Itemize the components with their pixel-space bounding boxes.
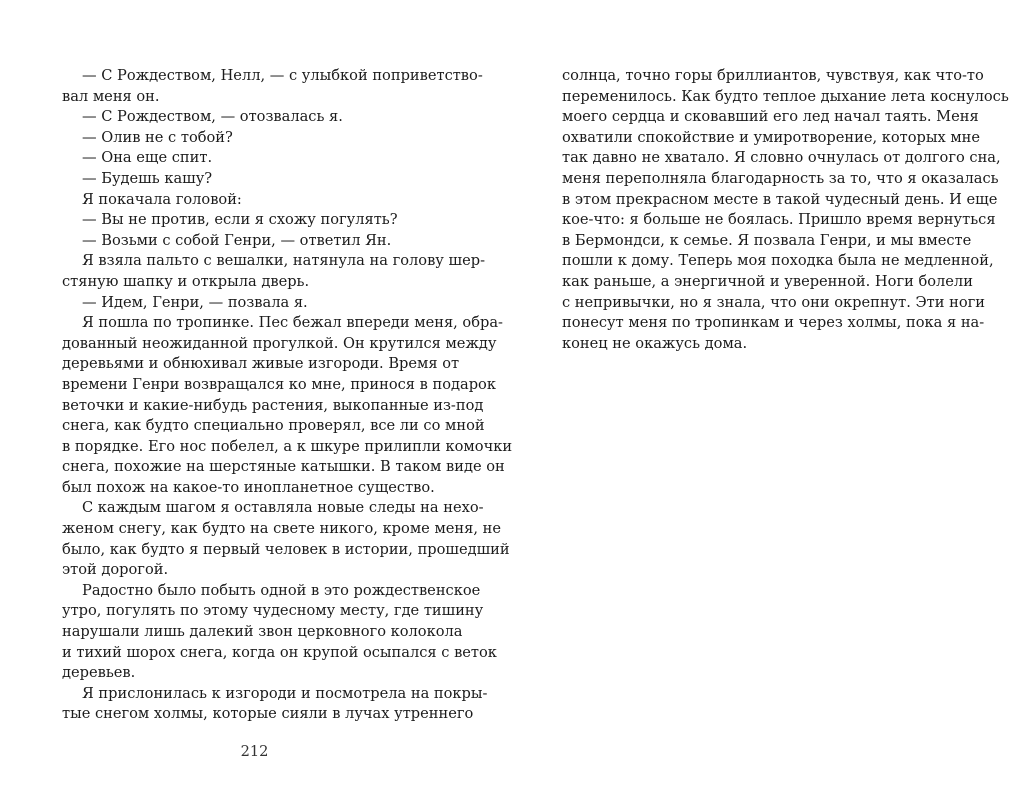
left-page-text — [62, 66, 513, 725]
text-line: и тихий шорох снега, когда он крупой осыпался с веток — [62, 643, 497, 661]
text-line: солнца, точно горы бриллиантов, чувствуя, как что-то — [562, 67, 984, 84]
text-line: Я взяла пальто с вешалки, натянула на голову шер- — [82, 252, 485, 270]
text-line: женом снегу, как будто на свете никого, кроме меня, не — [62, 520, 502, 538]
text-line: — Вы не против, если я схожу погулять? — [82, 211, 398, 229]
text-line: — С Рождеством, — отозвалась я. — [82, 108, 343, 126]
text-line: — Идем, Генри, — позвала я. — [82, 293, 308, 311]
text-line: времени Генри возвращался ко мне, принося в подарок — [62, 375, 496, 393]
text-line: кое-что: я больше не боялась. Пришло время вернуться — [562, 211, 996, 229]
text-line: — Будешь кашу? — [82, 169, 213, 187]
text-line: с непривычки, но я знала, что они окрепнут. Эти ноги — [562, 293, 986, 311]
text-line: тые снегом холмы, которые сияли в лучах утреннего — [62, 705, 474, 723]
text-line: конец не окажусь дома. — [562, 334, 748, 352]
text-line: в порядке. Его нос побелел, а к шкуре прилипли комочки — [62, 437, 513, 455]
page-number: 212 — [240, 743, 269, 760]
text-line: пошли к дому. Теперь моя походка была не медленной, — [562, 252, 994, 270]
text-line: меня переполняла благодарность за то, что я оказалась — [562, 169, 999, 187]
text-line: утро, погулять по этому чудесному месту, где тишину — [62, 602, 484, 620]
text-line: вал меня он. — [62, 87, 160, 105]
text-line: было, как будто я первый человек в истории, прошедший — [62, 540, 510, 558]
text-line: — Возьми с собой Генри, — ответил Ян. — [82, 231, 392, 249]
text-line: Я прислонилась к изгороди и посмотрела на покры- — [82, 684, 488, 702]
right-page-text — [562, 66, 1009, 354]
text-line: как раньше, а энергичной и уверенной. Ноги болели — [562, 272, 973, 290]
text-line: в Бермондси, к семье. Я позвала Генри, и мы вместе — [562, 231, 972, 249]
text-line: снега, как будто специально проверял, все ли со мной — [62, 417, 485, 435]
text-line: Радостно было побыть одной в это рождественское — [82, 581, 481, 599]
text-line: — С Рождеством, Нелл, — с улыбкой поприветство- — [82, 67, 483, 84]
text-line: стяную шапку и открыла дверь. — [62, 272, 310, 290]
text-line: переменилось. Как будто теплое дыхание лета коснулось — [562, 87, 1009, 105]
text-line: деревьями и обнюхивал живые изгороди. Время от — [62, 355, 460, 373]
text-line: — Она еще спит. — [82, 149, 213, 167]
text-line: нарушали лишь далекий звон церковного колокола — [62, 623, 463, 641]
text-line: Я покачала головой: — [82, 190, 242, 208]
text-line: был похож на какое-то инопланетное существо. — [62, 478, 435, 496]
text-line: снега, похожие на шерстяные катышки. В таком виде он — [62, 458, 505, 476]
text-line: моего сердца и сковавший его лед начал таять. Меня — [562, 108, 979, 126]
text-line: Я пошла по тропинке. Пес бежал впереди меня, обра- — [82, 314, 503, 332]
text-line: этой дорогой. — [62, 561, 169, 579]
text-line: дованный неожиданной прогулкой. Он крутился между — [62, 334, 497, 352]
text-line: в этом прекрасном месте в такой чудесный день. И еще — [562, 190, 998, 208]
text-line: веточки и какие-нибудь растения, выкопанные из-под — [62, 396, 484, 414]
text-line: так давно не хватало. Я словно очнулась от долгого сна, — [562, 149, 1001, 167]
text-line: деревьев. — [62, 664, 136, 682]
text-line: понесут меня по тропинкам и через холмы, пока я на- — [562, 314, 985, 332]
text-line: охватили спокойствие и умиротворение, которых мне — [562, 128, 981, 146]
text-line: — Олив не с тобой? — [82, 128, 233, 146]
text-line: С каждым шагом я оставляла новые следы на нехо- — [82, 499, 484, 517]
